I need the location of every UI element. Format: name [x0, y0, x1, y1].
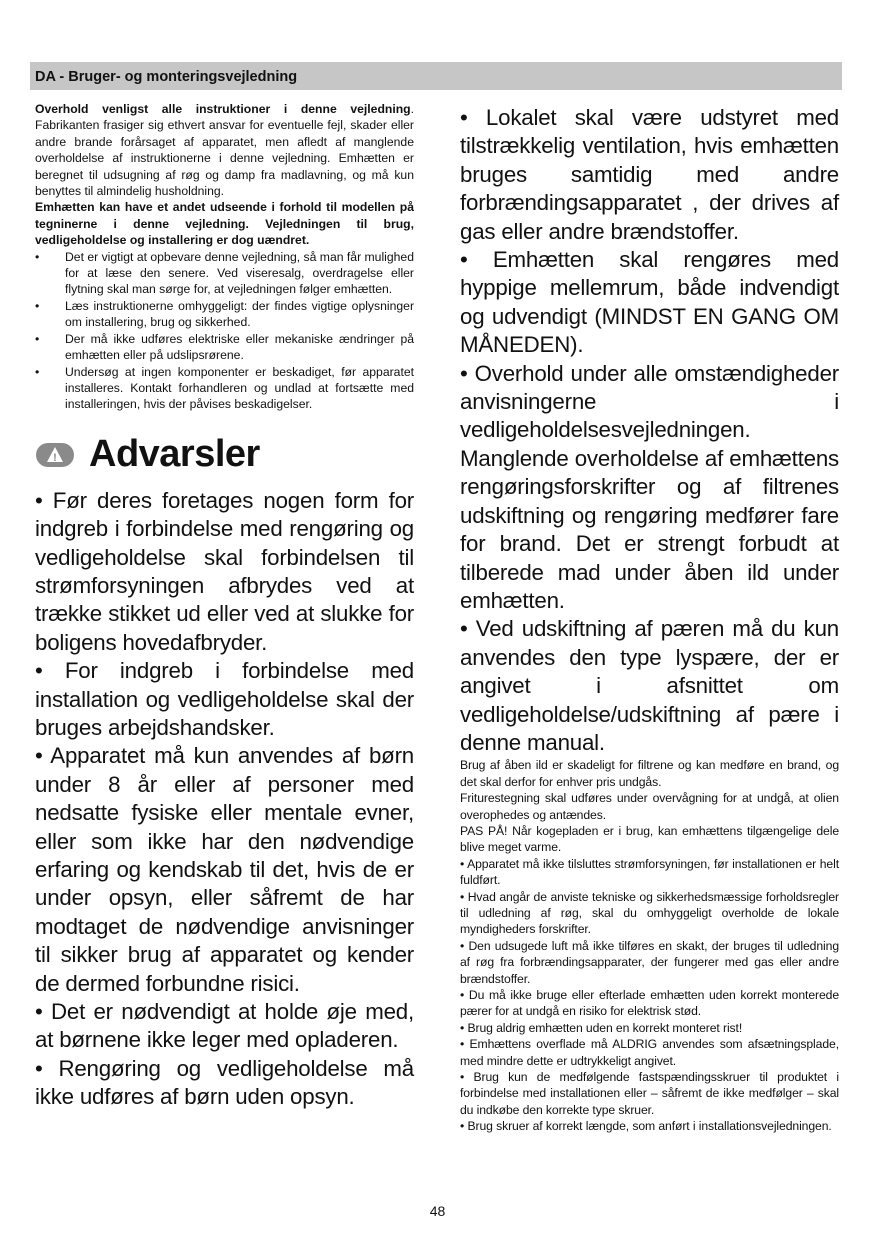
right-column	[460, 104, 839, 1135]
note-paragraph: • Brug kun de medfølgende fastspændingsskruer til produktet i forbindelse med installationen eller – såfremt de ikke medfølger – skal du indkøbe den korrekte type skruer.	[460, 1070, 839, 1117]
warning-paragraph: • For indgreb i forbindelse med installation og vedligeholdelse skal der bruges arbejdshandsker.	[35, 658, 414, 740]
section-header	[30, 62, 842, 90]
safety-paragraph: • Ved udskiftning af pæren må du kun anvendes den type lyspære, der er angivet i afsnittet om vedligeholdelse/udskiftning af pære i denne manual.	[460, 616, 839, 755]
list-item: • Det er vigtigt at opbevare denne vejledning, så man får mulighed for at læse den senere. Ved viseresalg, overdragelse eller flytning skal man sørge for, at vejledningen følger emhætten.	[35, 249, 414, 297]
instruction-bullet-list	[35, 249, 414, 413]
note-paragraph: • Den udsugede luft må ikke tilføres en skakt, der bruges til udledning af røg fra forbrændingsapparater, der fungerer med gas eller andre brændstoffer.	[460, 938, 839, 986]
note-paragraph: • Apparatet må ikke tilsluttes strømforsyningen, før installationen er helt fuldført.	[460, 856, 839, 888]
intro-bold: Overhold venligst alle instruktioner i denne vejledning	[35, 102, 411, 116]
warning-paragraph: • Apparatet må kun anvendes af børn under 8 år eller af personer med nedsatte fysiske eller mentale evner, eller som ikke har den nødvendige erfaring og kendskab til det, hvis de er under opsyn, eller såfremt de har modtaget de nødvendige anvisninger til sikker brug af apparatet og kender de dermed forbundne risici.	[35, 743, 414, 996]
list-item: • Læs instruktionerne omhyggeligt: der findes vigtige oplysninger om installering, brug og sikkerhed.	[35, 298, 414, 330]
safety-paragraph: Manglende overholdelse af emhættens rengøringsforskrifter og af filtrenes udskiftning og rengøring medfører fare for brand. Det er strengt forbudt at tilberede mad under åben ild under emhætten.	[460, 445, 839, 613]
warning-paragraph: • Det er nødvendigt at holde øje med, at børnene ikke leger med opladeren.	[35, 999, 414, 1053]
note-paragraph: • Brug skruer af korrekt længde, som anført i installationsvejledningen.	[460, 1119, 832, 1134]
note-paragraph: Friturestegning skal udføres under overvågning for at undgå, at olien overophedes og antændes.	[460, 791, 839, 822]
bold-paragraph: Emhætten kan have et andet udseende i forhold til modellen på tegninerne i denne vejledning. Vejledningen til brug, vedligeholdelse og installering er dog uændret.	[35, 200, 414, 248]
list-item: • Undersøg at ingen komponenter er beskadiget, før apparatet installeres. Kontakt forhandleren og undlad at fortsætte med installeringen, hvis der påvises beskadigelser.	[35, 364, 414, 412]
intro-paragraph	[35, 101, 414, 199]
bullet-glyph: •	[35, 364, 40, 379]
page-number: 48	[429, 1203, 446, 1219]
bullet-glyph: •	[35, 331, 40, 346]
bullet-glyph: •	[35, 298, 40, 313]
warnings-heading	[35, 433, 414, 477]
warning-paragraph: • Rengøring og vedligeholdelse må ikke udføres af børn uden opsyn.	[35, 1055, 414, 1110]
note-paragraph: PAS PÅ! Når kogepladen er i brug, kan emhættens tilgængelige dele blive meget varme.	[460, 823, 839, 855]
warning-icon	[35, 442, 75, 468]
warnings-title: Advarsler	[89, 433, 260, 476]
list-item: • Der må ikke udføres elektriske eller mekaniske ændringer på emhætten eller på udslipsrørene.	[35, 331, 414, 363]
intro-rest: . Fabrikanten frasiger sig ethvert ansvar for eventuelle fejl, skader eller andre brande forårsaget af apparatet, men afledt af manglende overholdelse af instruktionerne i denne vejledning. Emhætten er beregnet til udsugning af røg og damp fra madlavning, og må kun benyttes til almindelig husholdning.	[35, 102, 414, 199]
note-paragraph: • Hvad angår de anviste tekniske og sikkerhedsmæssige forholdsregler til udledning af røg, skal du omhyggeligt overholde de lokale myndigheders forskrifter.	[460, 889, 839, 937]
note-paragraph: • Emhættens overflade må ALDRIG anvendes som afsætningsplade, med mindre dette er udtrykkeligt angivet.	[460, 1037, 839, 1068]
section-header-title: DA - Bruger- og monteringsvejledning	[35, 69, 298, 85]
warning-icon-mark: !	[53, 451, 57, 464]
note-paragraph: • Du må ikke bruge eller efterlade emhætten uden korrekt monterede pærer for at undgå en risiko for elektrisk stød.	[460, 988, 839, 1019]
warning-paragraph: • Før deres foretages nogen form for indgreb i forbindelse med rengøring og vedligeholdelse skal forbindelsen til strømforsyningen afbrydes ved at trække stikket ud eller ved at slukke for boligens hovedafbryder.	[35, 487, 414, 655]
left-column	[35, 101, 414, 1112]
safety-paragraph: • Emhætten skal rengøres med hyppige mellemrum, både indvendigt og udvendigt (MINDST EN GANG OM MÅNEDEN).	[460, 247, 839, 358]
safety-paragraph: • Lokalet skal være udstyret med tilstrækkelig ventilation, hvis emhætten bruges samtidig med andre forbrændingsapparatet , der drives af gas eller andre brændstoffer.	[460, 105, 839, 244]
note-paragraph: Brug af åben ild er skadeligt for filtrene og kan medføre en brand, og det skal derfor for enhver pris undgås.	[460, 758, 839, 789]
bullet-glyph: •	[35, 249, 40, 264]
note-paragraph: • Brug aldrig emhætten uden en korrekt monteret rist!	[460, 1020, 743, 1035]
safety-paragraph: • Overhold under alle omstændigheder anvisningerne i vedligeholdelsesvejledningen.	[460, 360, 839, 443]
